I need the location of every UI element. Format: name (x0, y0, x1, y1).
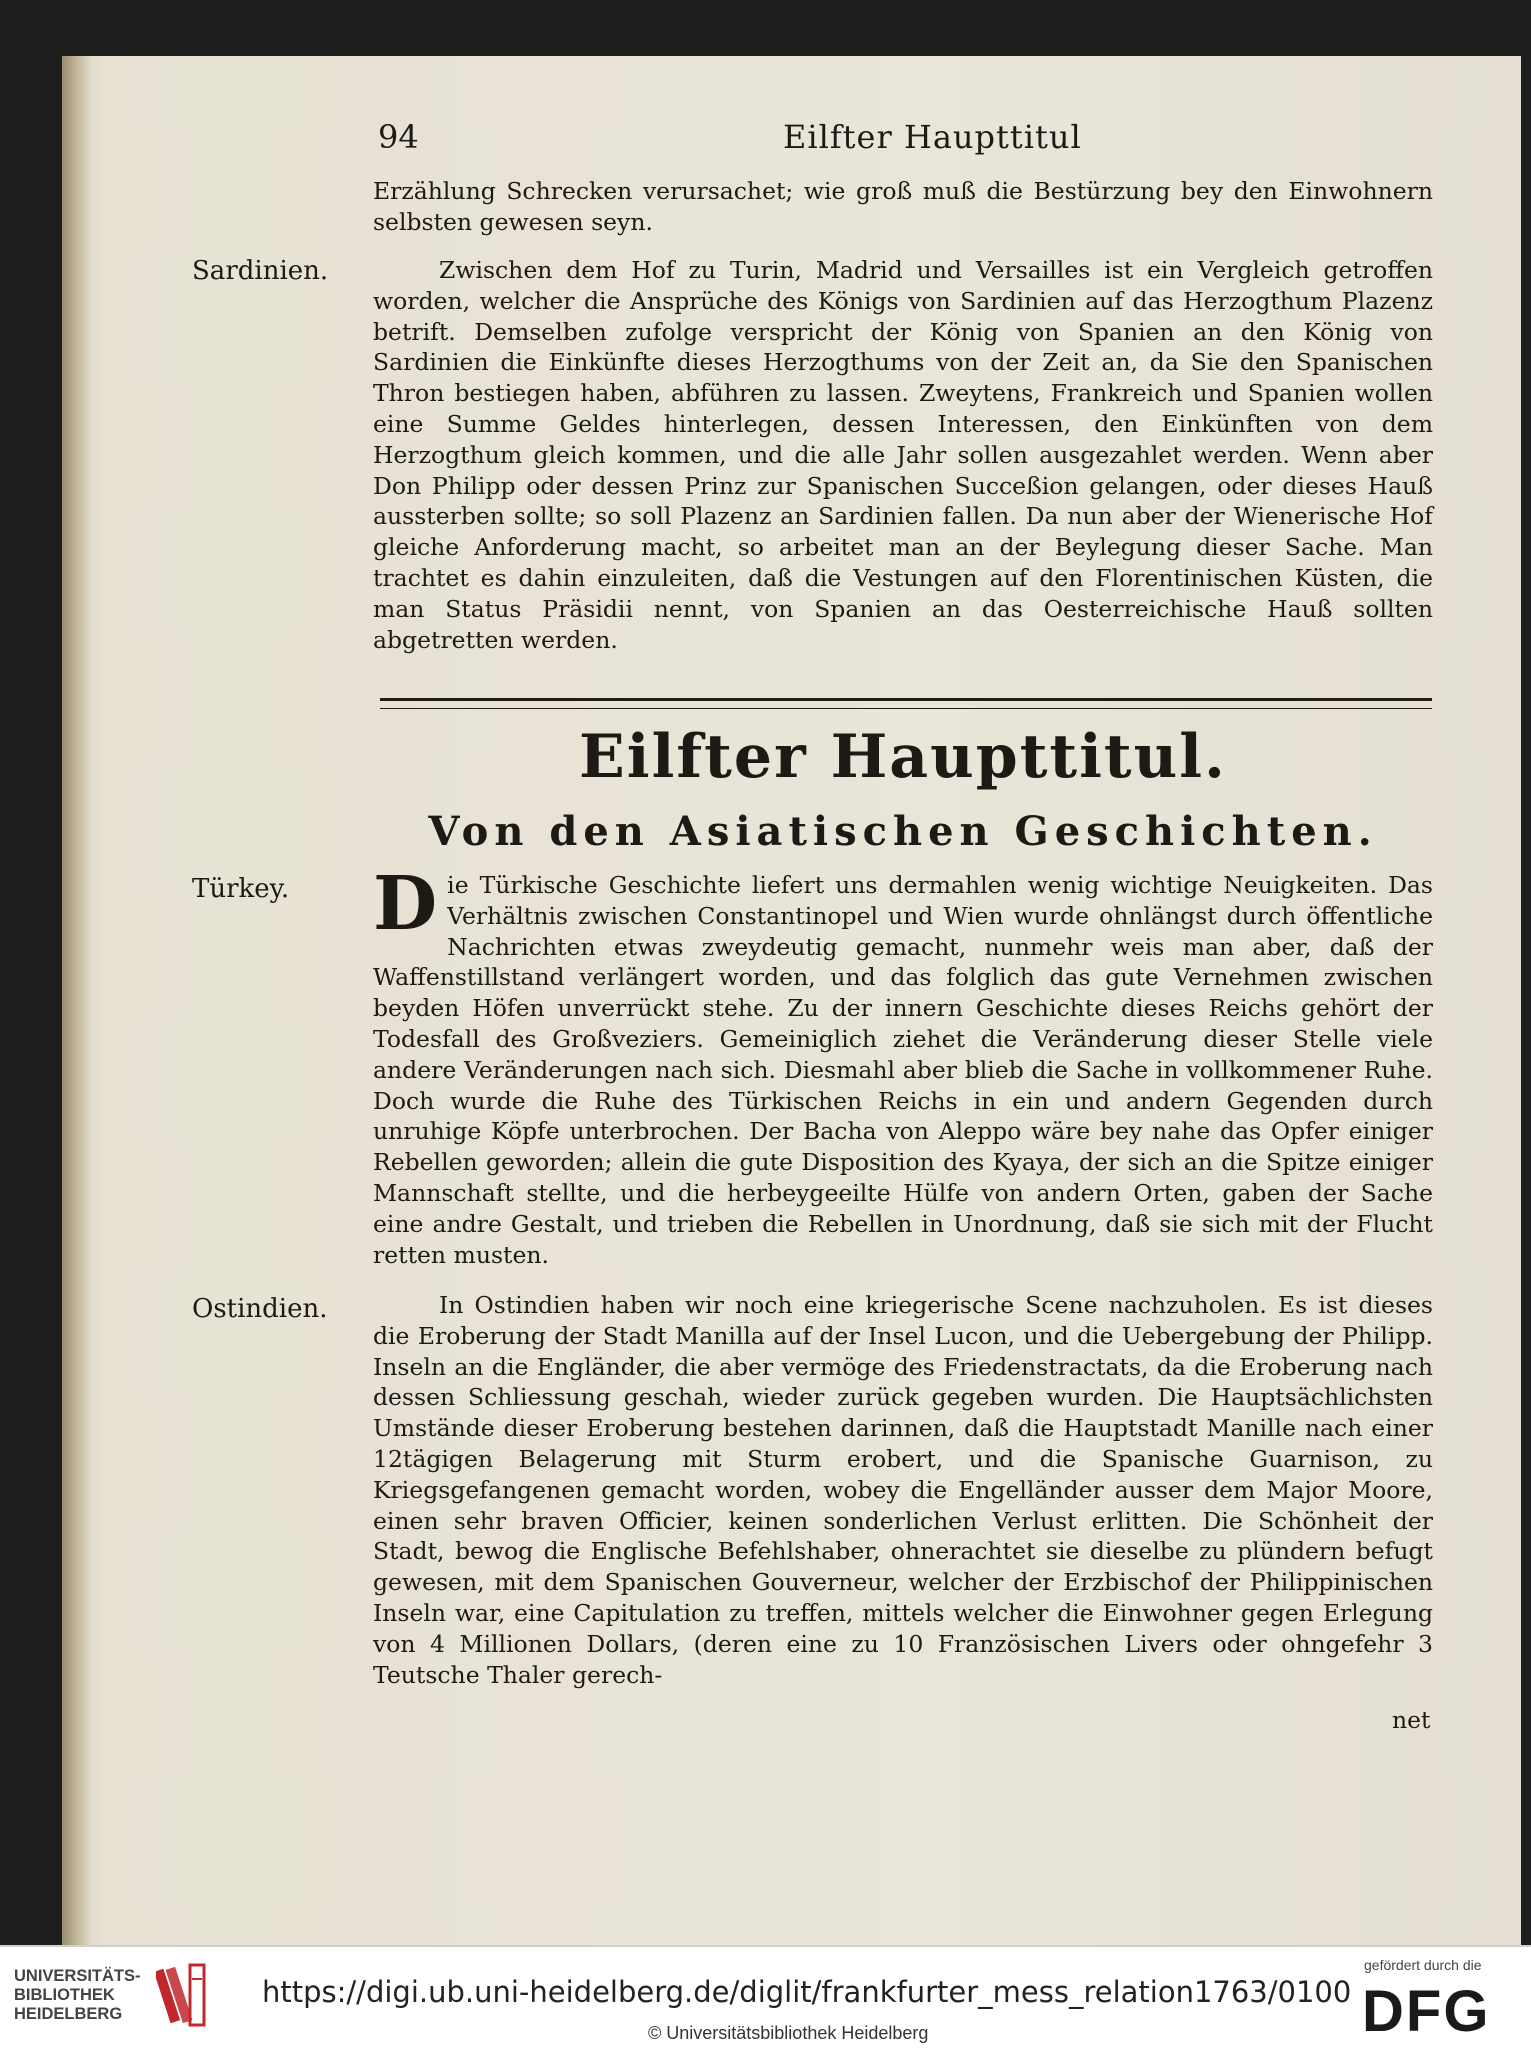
catchword: net (1392, 1706, 1431, 1734)
copyright-notice: © Universitätsbibliothek Heidelberg (648, 2023, 929, 2043)
section-subtitle: Von den Asiatischen Geschichten. (428, 808, 1378, 855)
paragraph-sardinien (373, 255, 1433, 655)
paragraph-continuation (373, 176, 1433, 238)
paragraph-text: In Ostindien haben wir noch eine kriegerische Scene nachzuholen. Es ist dieses die Eroberung der Stadt Manilla auf der Insel Lucon, und die Uebergebung der Philipp. Inseln an die Engländer, die aber vermöge des Friedenstractats, da die Eroberung nach dessen Schliessung geschah, wieder zurück gegeben wurden. Die Hauptsächlichsten Umstände dieser Eroberung bestehen darinnen, daß die Hauptstadt Manille nach einer 12tägigen Belagerung mit Sturm erobert, und die Spanische Guarnison, zu Kriegsgefangenen gemacht worden, wobey die Engelländer ausser dem Major Moore, einen sehr braven Officier, keinen sonderlichen Verlust erlitten. Die Schönheit der Stadt, bewog die Englische Befehlshaber, ohnerachtet sie dieselbe zu plündern befugt gewesen, mit dem Spanischen Gouverneur, welcher der Erzbischof der Philippinischen Inseln war, eine Capitulation zu treffen, mittels welcher die Einwohner gegen Erlegung von 4 Millionen Dollars, (deren eine zu 10 Französischen Livers oder ohngefehr 3 Teutsche Thaler gerech- (373, 1291, 1433, 1689)
paragraph-tuerkey (373, 861, 1433, 1270)
paragraph-text: Erzählung Schrecken verursachet; wie groß muß die Bestürzung bey den Einwohnern selbsten gewesen seyn. (373, 177, 1433, 236)
viewer-footer (0, 1945, 1531, 2053)
library-logo-icon[interactable] (156, 1959, 212, 2031)
running-head: Eilfter Haupttitul (783, 118, 1082, 156)
paragraph-text: ie Türkische Geschichte liefert uns dermahlen wenig wichtige Neuigkeiten. Das Verhältnis zwischen Constantinopel und Wien wurde ohnlängst durch öffentliche Nachrichten etwas zweydeutig gemacht, nunmehr weis man aber, daß der Waffenstillstand verlängert worden, und das folglich das gute Vernehmen zwischen beyden Höfen unverrückt stehe. Zu der innern Geschichte dieses Reichs gehört der Todesfall des Großveziers. Gemeiniglich ziehet die Veränderung dieser Stelle viele andere Veränderungen nach sich. Diesmahl aber blieb die Sache in vollkommener Ruhe. Doch wurde die Ruhe des Türkischen Reichs in ein und andern Gegenden durch unruhige Köpfe unterbrochen. Der Bacha von Aleppo wäre bey nahe das Opfer einiger Rebellen geworden; allein die gute Disposition des Kyaya, der sich an die Spitze einiger Mannschaft stellte, und die herbeygeeilte Hülfe von andern Orten, gaben der Sache eine andre Gestalt, und trieben die Rebellen in Unordnung, daß sie sich mit der Flucht retten musten. (373, 871, 1433, 1269)
paragraph-ostindien (373, 1290, 1433, 1690)
library-logo-text[interactable] (14, 1967, 154, 2024)
funding-label: gefördert durch die (1364, 1957, 1482, 1973)
section-title: Eilfter Haupttitul. (579, 722, 1227, 792)
page-number: 94 (378, 118, 419, 156)
library-name-line: UNIVERSITÄTS- (14, 1967, 141, 1985)
margin-note-sardinien: Sardinien. (192, 256, 329, 286)
margin-note-tuerkey: Türkey. (192, 874, 290, 904)
section-divider (380, 698, 1432, 709)
permalink-url[interactable]: https://digi.ub.uni-heidelberg.de/diglit/frankfurter_mess_relation1763/0100 (262, 1975, 1352, 2009)
paragraph-text: Zwischen dem Hof zu Turin, Madrid und Versailles ist ein Vergleich getroffen worden, welcher die Ansprüche des Königs von Sardinien auf das Herzogthum Plazenz betrift. Demselben zufolge verspricht der König von Spanien an den König von Sardinien die Einkünfte dieses Herzogthums von der Zeit an, da Sie den Spanischen Thron bestiegen haben, abführen zu lassen. Zweytens, Frankreich und Spanien wollen eine Summe Geldes hinterlegen, dessen Interessen, den Einkünften von dem Herzogthum gleich kommen, und die alle Jahr sollen ausgezahlet werden. Wenn aber Don Philipp oder dessen Prinz zur Spanischen Succeßion gelangen, oder dieses Hauß aussterben sollte; so soll Plazenz an Sardinien fallen. Da nun aber der Wienerische Hof gleiche Anforderung macht, so arbeitet man an der Beylegung dieser Sache. Man trachtet es dahin einzuleiten, daß die Vestungen auf den Florentinischen Küsten, die man Status Präsidii nennt, von Spanien an das Oesterreichische Hauß sollten abgetretten werden. (373, 256, 1433, 654)
library-name-line: HEIDELBERG (14, 2005, 123, 2023)
library-name-line: BIBLIOTHEK (14, 1986, 115, 2004)
drop-cap: D (373, 861, 438, 947)
dfg-logo[interactable]: DFG (1362, 1979, 1491, 2044)
footer-divider (0, 1945, 1531, 1947)
margin-note-ostindien: Ostindien. (192, 1294, 328, 1324)
page-header (378, 118, 1438, 166)
